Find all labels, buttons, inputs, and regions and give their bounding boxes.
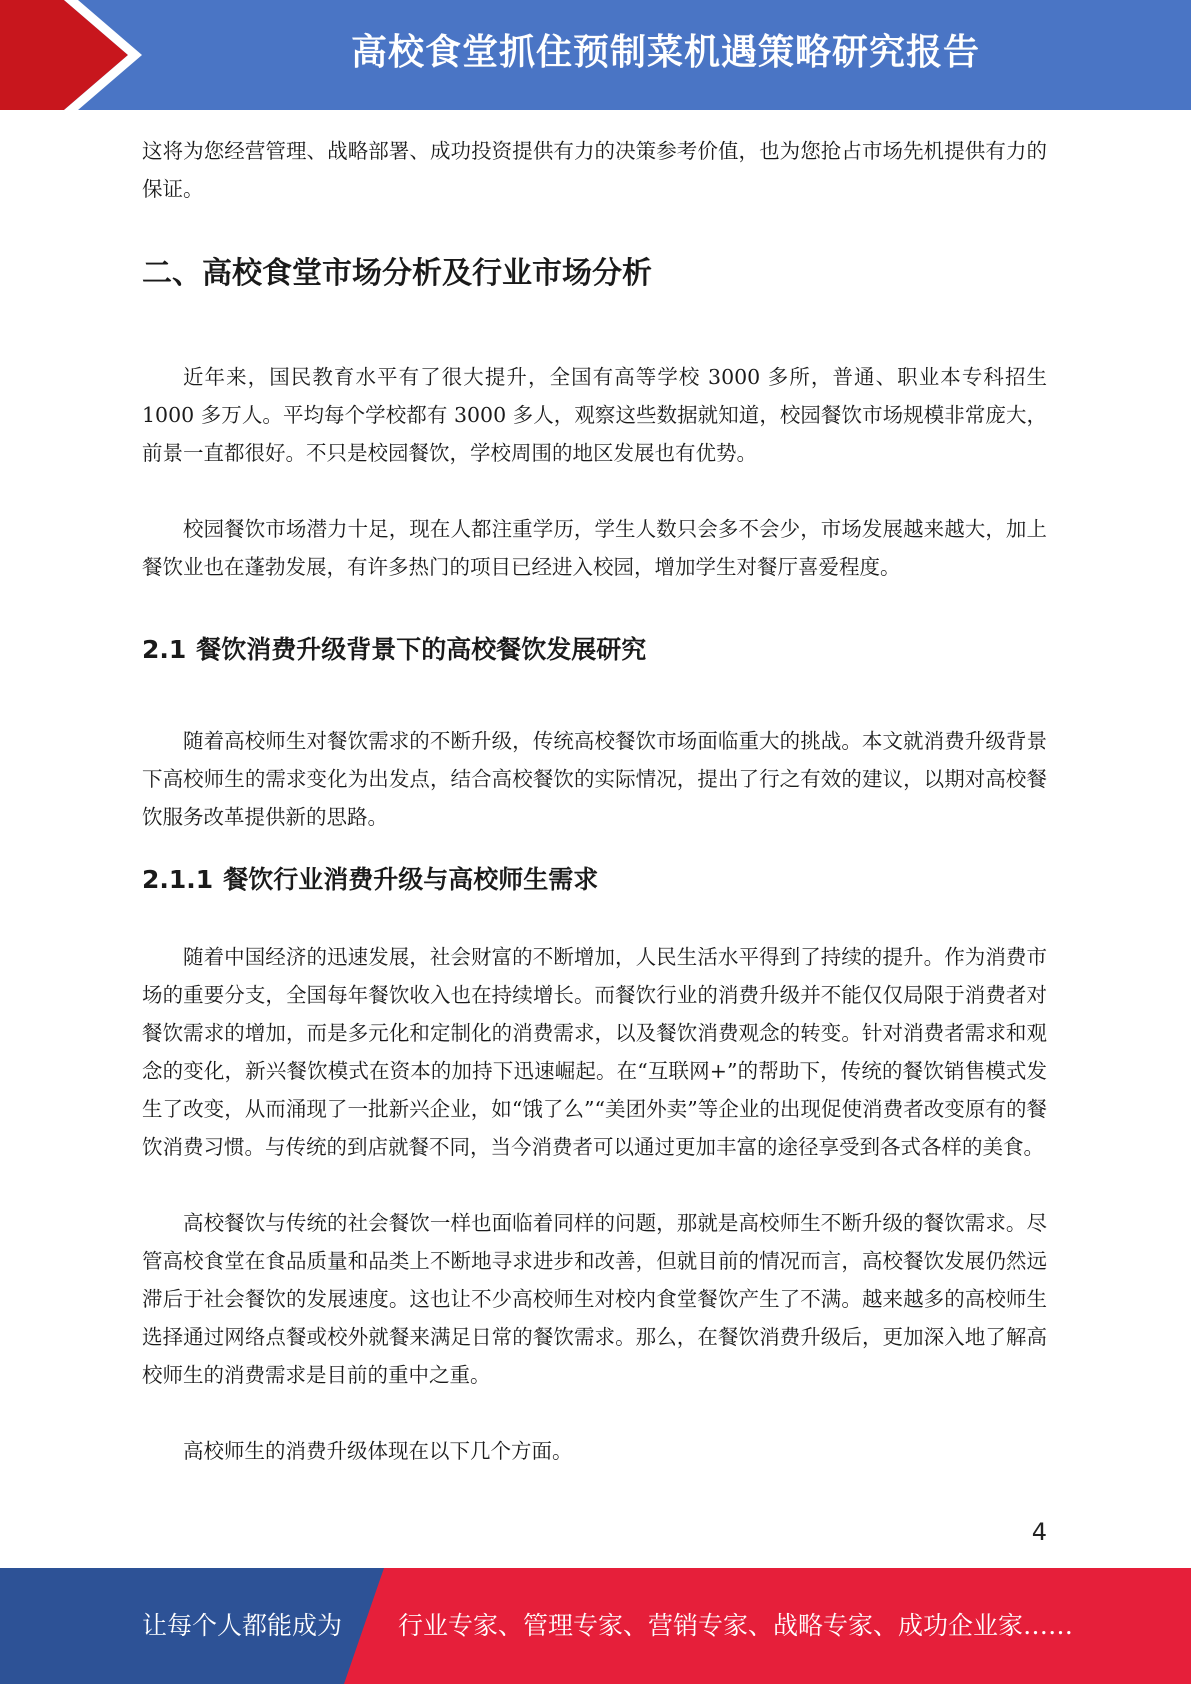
subsection-paragraph: 随着高校师生对餐饮需求的不断升级，传统高校餐饮市场面临重大的挑战。本文就消费升级背景下高校师生的需求变化为出发点，结合高校餐饮的实际情况，提出了行之有效的建议，以期对高校餐饮服务改革提供新的思路。 [142,729,1047,829]
subsection-heading [142,632,1047,668]
subsection-number: 2.1 [142,635,187,664]
subsubsection-paragraph-1: 随着中国经济的迅速发展，社会财富的不断增加，人民生活水平得到了持续的提升。作为消费市场的重要分支，全国每年餐饮收入也在持续增长。而餐饮行业的消费升级并不能仅仅局限于消费者对餐饮需求的增加，而是多元化和定制化的消费需求，以及餐饮消费观念的转变。针对消费者需求和观念的变化，新兴餐饮模式在资本的加持下迅速崛起。在“互联网+”的帮助下，传统的餐饮销售模式发生了改变，从而涌现了一批新兴企业，如“饿了么”“美团外卖”等企业的出现促使消费者改变原有的餐饮消费习惯。与传统的到店就餐不同，当今消费者可以通过更加丰富的途径享受到各式各样的美食。 [142,945,1047,1159]
footer-banner [0,1568,1191,1684]
subsubsection-heading [142,862,1047,898]
subsubsection-title: 餐饮行业消费升级与高校师生需求 [223,865,599,894]
header-banner [0,0,1191,110]
header-chevron-decoration [0,0,150,110]
page-number: 4 [1031,1518,1047,1546]
footer-slogan-right: 行业专家、管理专家、营销专家、战略专家、成功企业家…… [398,1611,1074,1640]
section-heading: 二、高校食堂市场分析及行业市场分析 [142,256,652,291]
document-title: 高校食堂抓住预制菜机遇策略研究报告 [350,32,980,73]
intro-paragraph: 这将为您经营管理、战略部署、成功投资提供有力的决策参考价值，也为您抢占市场先机提供有力的保证。 [142,139,1047,201]
subsubsection-paragraph-2: 高校餐饮与传统的社会餐饮一样也面临着同样的问题，那就是高校师生不断升级的餐饮需求。尽管高校食堂在食品质量和品类上不断地寻求进步和改善，但就目前的情况而言，高校餐饮发展仍然远滞后于社会餐饮的发展速度。这也让不少高校师生对校内食堂餐饮产生了不满。越来越多的高校师生选择通过网络点餐或校外就餐来满足日常的餐饮需求。那么，在餐饮消费升级后，更加深入地了解高校师生的消费需求是目前的重中之重。 [142,1211,1047,1387]
section-paragraph-2: 校园餐饮市场潜力十足，现在人都注重学历，学生人数只会多不会少，市场发展越来越大，加上餐饮业也在蓬勃发展，有许多热门的项目已经进入校园，增加学生对餐厅喜爱程度。 [142,517,1047,579]
subsection-title: 餐饮消费升级背景下的高校餐饮发展研究 [196,635,647,664]
section-paragraph-1: 近年来，国民教育水平有了很大提升，全国有高等学校 3000 多所，普通、职业本专科招生 1000 多万人。平均每个学校都有 3000 多人，观察这些数据就知道，校园餐饮市场规模非常庞大，前景一直都很好。不只是校园餐饮，学校周围的地区发展也有优势。 [142,365,1047,465]
subsubsection-paragraph-3: 高校师生的消费升级体现在以下几个方面。 [183,1439,573,1463]
footer-slogan-left: 让每个人都能成为 [142,1611,343,1640]
document-body [142,132,1047,1470]
subsubsection-number: 2.1.1 [142,865,214,894]
